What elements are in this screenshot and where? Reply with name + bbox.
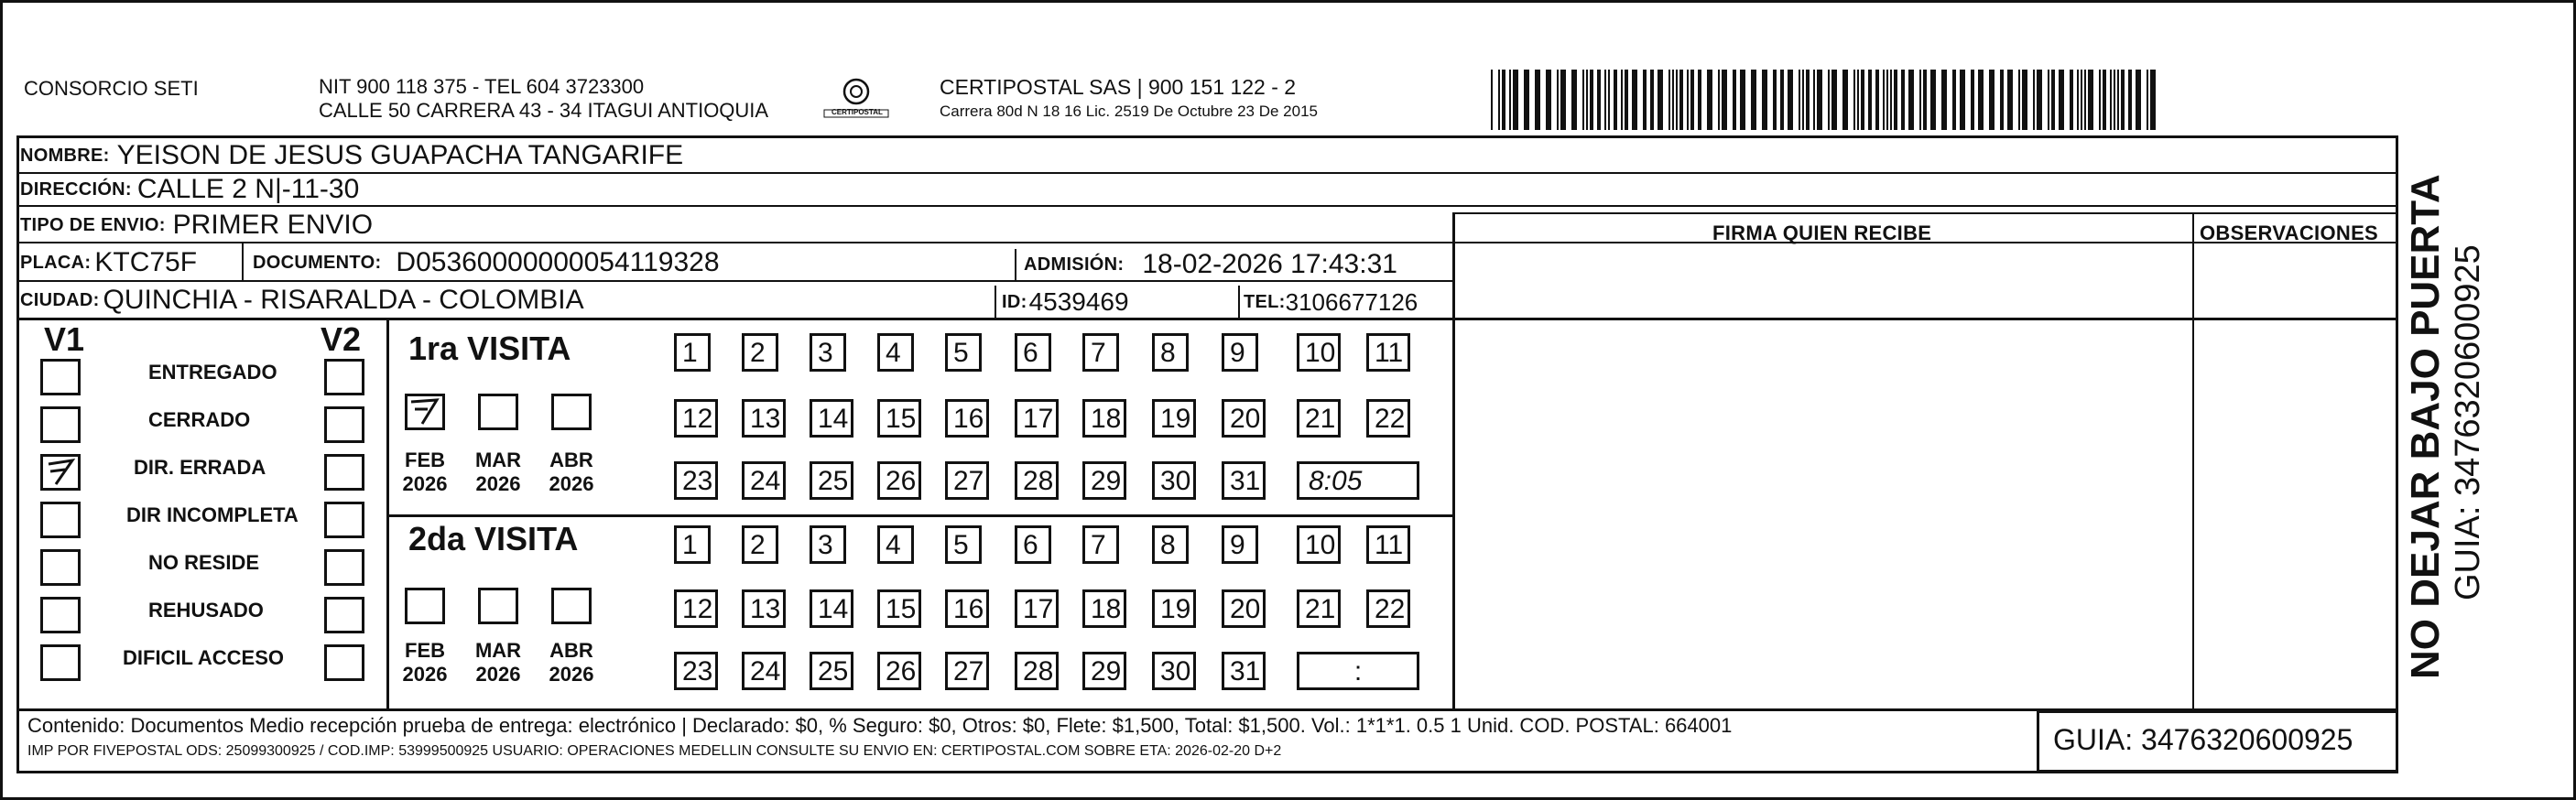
side-warning: NO DEJAR BAJO PUERTA (2403, 174, 2448, 679)
admision-label: ADMISIÓN: (1024, 254, 1125, 275)
first-day[interactable]: 27 (945, 461, 989, 500)
direccion-label: DIRECCIÓN: (20, 178, 132, 200)
second-day[interactable]: 29 (1082, 652, 1126, 690)
second-day[interactable]: 21 (1297, 589, 1341, 628)
first-day[interactable]: 30 (1152, 461, 1196, 500)
first-day[interactable]: 7 (1082, 333, 1119, 372)
nombre-label: NOMBRE: (20, 145, 110, 166)
tel-row (1244, 286, 1418, 319)
side-guia: GUIA: 3476320600925 (2449, 244, 2487, 600)
month-name: FEB (405, 449, 445, 471)
second-day[interactable]: 14 (810, 589, 853, 628)
first-month-label (397, 449, 452, 496)
second-day[interactable]: 1 (674, 525, 711, 564)
first-day[interactable]: 31 (1222, 461, 1266, 500)
first-day[interactable]: 10 (1297, 333, 1341, 372)
month-year: 2026 (549, 472, 594, 495)
month-year: 2026 (475, 472, 521, 495)
address-line: CALLE 50 CARRERA 43 - 34 ITAGUI ANTIOQUIA (319, 99, 769, 122)
nombre-row (20, 139, 683, 172)
documento-label: DOCUMENTO: (253, 252, 382, 273)
first-day[interactable]: 2 (742, 333, 778, 372)
second-day[interactable]: 18 (1082, 589, 1126, 628)
first-day[interactable]: 25 (810, 461, 853, 500)
first-time-box[interactable]: 8:05 (1297, 461, 1419, 500)
status-label: DIR. ERRADA (134, 456, 266, 479)
first-day[interactable]: 3 (810, 333, 846, 372)
id-value: 4539469 (1028, 287, 1129, 316)
v1-checkbox[interactable] (40, 454, 81, 491)
first-visit-title: 1ra VISITA (408, 330, 571, 367)
company-name: CONSORCIO SETI (24, 77, 199, 100)
second-day[interactable]: 26 (877, 652, 921, 690)
first-month-checkbox[interactable] (551, 394, 592, 430)
second-day[interactable]: 31 (1222, 652, 1266, 690)
v1-label: V1 (44, 320, 85, 358)
guia-footer: GUIA: 3476320600925 (2053, 723, 2353, 756)
v2-checkbox[interactable] (324, 597, 364, 633)
second-day[interactable]: 4 (877, 525, 914, 564)
checkmark-icon (408, 396, 442, 427)
v2-checkbox[interactable] (324, 454, 364, 491)
placa-value: KTC75F (94, 247, 198, 277)
direccion-row (20, 173, 359, 206)
first-day[interactable]: 15 (877, 399, 921, 438)
first-day[interactable]: 12 (674, 399, 718, 438)
month-year: 2026 (402, 472, 448, 495)
first-day[interactable]: 1 (674, 333, 711, 372)
month-year: 2026 (475, 663, 521, 686)
first-day[interactable]: 19 (1152, 399, 1196, 438)
second-month-checkbox[interactable] (405, 588, 445, 624)
second-day[interactable]: 22 (1366, 589, 1410, 628)
first-day[interactable]: 13 (742, 399, 786, 438)
second-day[interactable]: 16 (945, 589, 989, 628)
status-label: DIR INCOMPLETA (126, 503, 299, 526)
tipo-label: TIPO DE ENVIO: (20, 214, 166, 235)
admision-row (1024, 248, 1397, 281)
tipo-row (20, 209, 373, 242)
second-day[interactable]: 7 (1082, 525, 1119, 564)
tel-label: TEL: (1244, 291, 1286, 312)
imp-line: IMP POR FIVEPOSTAL ODS: 25099300925 / COD.IMP: 53999500925 USUARIO: OPERACIONES MEDELLIN CONSULTE SU ENVIO EN: CERTIPOSTAL.COM SOBRE ETA: 2026-02-20 D+2 (27, 743, 1282, 759)
month-name: ABR (549, 449, 593, 471)
second-visit-title: 2da VISITA (408, 520, 579, 557)
documento-row (253, 246, 720, 279)
second-day[interactable]: 20 (1222, 589, 1266, 628)
second-day[interactable]: 6 (1015, 525, 1051, 564)
v1-checkbox[interactable] (40, 644, 81, 681)
status-label: REHUSADO (148, 599, 264, 622)
status-label: ENTREGADO (148, 361, 277, 384)
observaciones-label: OBSERVACIONES (2200, 222, 2379, 244)
second-day[interactable]: 2 (742, 525, 778, 564)
first-day[interactable]: 16 (945, 399, 989, 438)
v2-checkbox[interactable] (324, 359, 364, 395)
v2-checkbox[interactable] (324, 644, 364, 681)
status-label: CERRADO (148, 408, 251, 431)
second-day[interactable]: 12 (674, 589, 718, 628)
second-day[interactable]: 9 (1222, 525, 1258, 564)
second-month-checkbox[interactable] (478, 588, 518, 624)
first-month-label (544, 449, 599, 496)
v2-checkbox[interactable] (324, 549, 364, 586)
status-label: NO RESIDE (148, 551, 260, 574)
v2-checkbox[interactable] (324, 406, 364, 443)
second-day[interactable]: 27 (945, 652, 989, 690)
second-month-label (397, 639, 452, 686)
month-year: 2026 (402, 663, 448, 686)
first-day[interactable]: 22 (1366, 399, 1410, 438)
first-day[interactable]: 26 (877, 461, 921, 500)
certipostal-logo (821, 77, 892, 121)
ciudad-row (20, 284, 584, 317)
first-day[interactable]: 17 (1015, 399, 1059, 438)
month-name: ABR (549, 639, 593, 662)
contenido-line: Contenido: Documentos Medio recepción prueba de entrega: electrónico | Declarado: $0, % Seguro: $0, Otros: $0, Flete: $1,500, Total: $1,500. Vol.: 1*1*1. 0.5 1 Unid. COD. POSTAL: 664001 (27, 714, 1733, 737)
month-name: MAR (474, 639, 522, 662)
first-day[interactable]: 11 (1366, 333, 1410, 372)
firma-label: FIRMA QUIEN RECIBE (1712, 222, 1932, 244)
tel-value: 3106677126 (1285, 287, 1418, 316)
second-day[interactable]: 3 (810, 525, 846, 564)
direccion-value: CALLE 2 N|-11-30 (136, 174, 360, 204)
second-day[interactable]: 28 (1015, 652, 1059, 690)
second-day[interactable]: 19 (1152, 589, 1196, 628)
month-name: MAR (474, 449, 522, 471)
first-month-checkbox[interactable] (405, 394, 445, 430)
first-day[interactable]: 24 (742, 461, 786, 500)
first-day[interactable]: 18 (1082, 399, 1126, 438)
first-day[interactable]: 21 (1297, 399, 1341, 438)
status-label: DIFICIL ACCESO (123, 646, 285, 669)
first-day[interactable]: 9 (1222, 333, 1258, 372)
placa-row (20, 246, 197, 279)
first-day[interactable]: 8 (1152, 333, 1189, 372)
tipo-value: PRIMER ENVIO (172, 210, 374, 240)
first-month-checkbox[interactable] (478, 394, 518, 430)
second-month-checkbox[interactable] (551, 588, 592, 624)
second-day[interactable]: 11 (1366, 525, 1410, 564)
first-day[interactable]: 5 (945, 333, 982, 372)
documento-value: D05360000000054119328 (396, 247, 720, 277)
nombre-value: YEISON DE JESUS GUAPACHA TANGARIFE (116, 140, 684, 170)
first-day[interactable]: 4 (877, 333, 914, 372)
ciudad-value: QUINCHIA - RISARALDA - COLOMBIA (103, 285, 584, 315)
second-day[interactable]: 23 (674, 652, 718, 690)
second-day[interactable]: 13 (742, 589, 786, 628)
v1-checkbox[interactable] (40, 406, 81, 443)
certipostal-line: CERTIPOSTAL SAS | 900 151 122 - 2 (940, 75, 1297, 99)
license-line: Carrera 80d N 18 16 Lic. 2519 De Octubre 23 De 2015 (940, 103, 1318, 120)
first-day[interactable]: 6 (1015, 333, 1051, 372)
admision-value: 18-02-2026 17:43:31 (1142, 249, 1397, 279)
v2-label: V2 (321, 320, 362, 358)
first-month-label (471, 449, 526, 496)
ciudad-label: CIUDAD: (20, 289, 100, 310)
second-day[interactable]: 30 (1152, 652, 1196, 690)
second-day[interactable]: 10 (1297, 525, 1341, 564)
v1-checkbox[interactable] (40, 502, 81, 538)
second-day[interactable]: 24 (742, 652, 786, 690)
id-label: ID: (1002, 291, 1027, 312)
logo-text: CERTIPOSTAL (831, 108, 883, 116)
v1-checkbox[interactable] (40, 359, 81, 395)
v1-checkbox[interactable] (40, 549, 81, 586)
second-month-label (544, 639, 599, 686)
first-day[interactable]: 28 (1015, 461, 1059, 500)
v1-checkbox[interactable] (40, 597, 81, 633)
second-day[interactable]: 8 (1152, 525, 1189, 564)
second-day[interactable]: 17 (1015, 589, 1059, 628)
barcode (1491, 70, 2156, 130)
month-name: FEB (405, 639, 445, 662)
checkmark-icon (43, 457, 78, 488)
first-day[interactable]: 23 (674, 461, 718, 500)
nit-line: NIT 900 118 375 - TEL 604 3723300 (319, 75, 645, 98)
barcode-icon (1491, 70, 2156, 130)
first-day[interactable]: 20 (1222, 399, 1266, 438)
first-day[interactable]: 29 (1082, 461, 1126, 500)
second-time-box[interactable]: : (1297, 652, 1419, 690)
second-day[interactable]: 25 (810, 652, 853, 690)
first-day[interactable]: 14 (810, 399, 853, 438)
month-year: 2026 (549, 663, 594, 686)
v2-checkbox[interactable] (324, 502, 364, 538)
second-day[interactable]: 15 (877, 589, 921, 628)
second-month-label (471, 639, 526, 686)
placa-label: PLACA: (20, 252, 92, 273)
id-row (1002, 286, 1129, 319)
second-day[interactable]: 5 (945, 525, 982, 564)
